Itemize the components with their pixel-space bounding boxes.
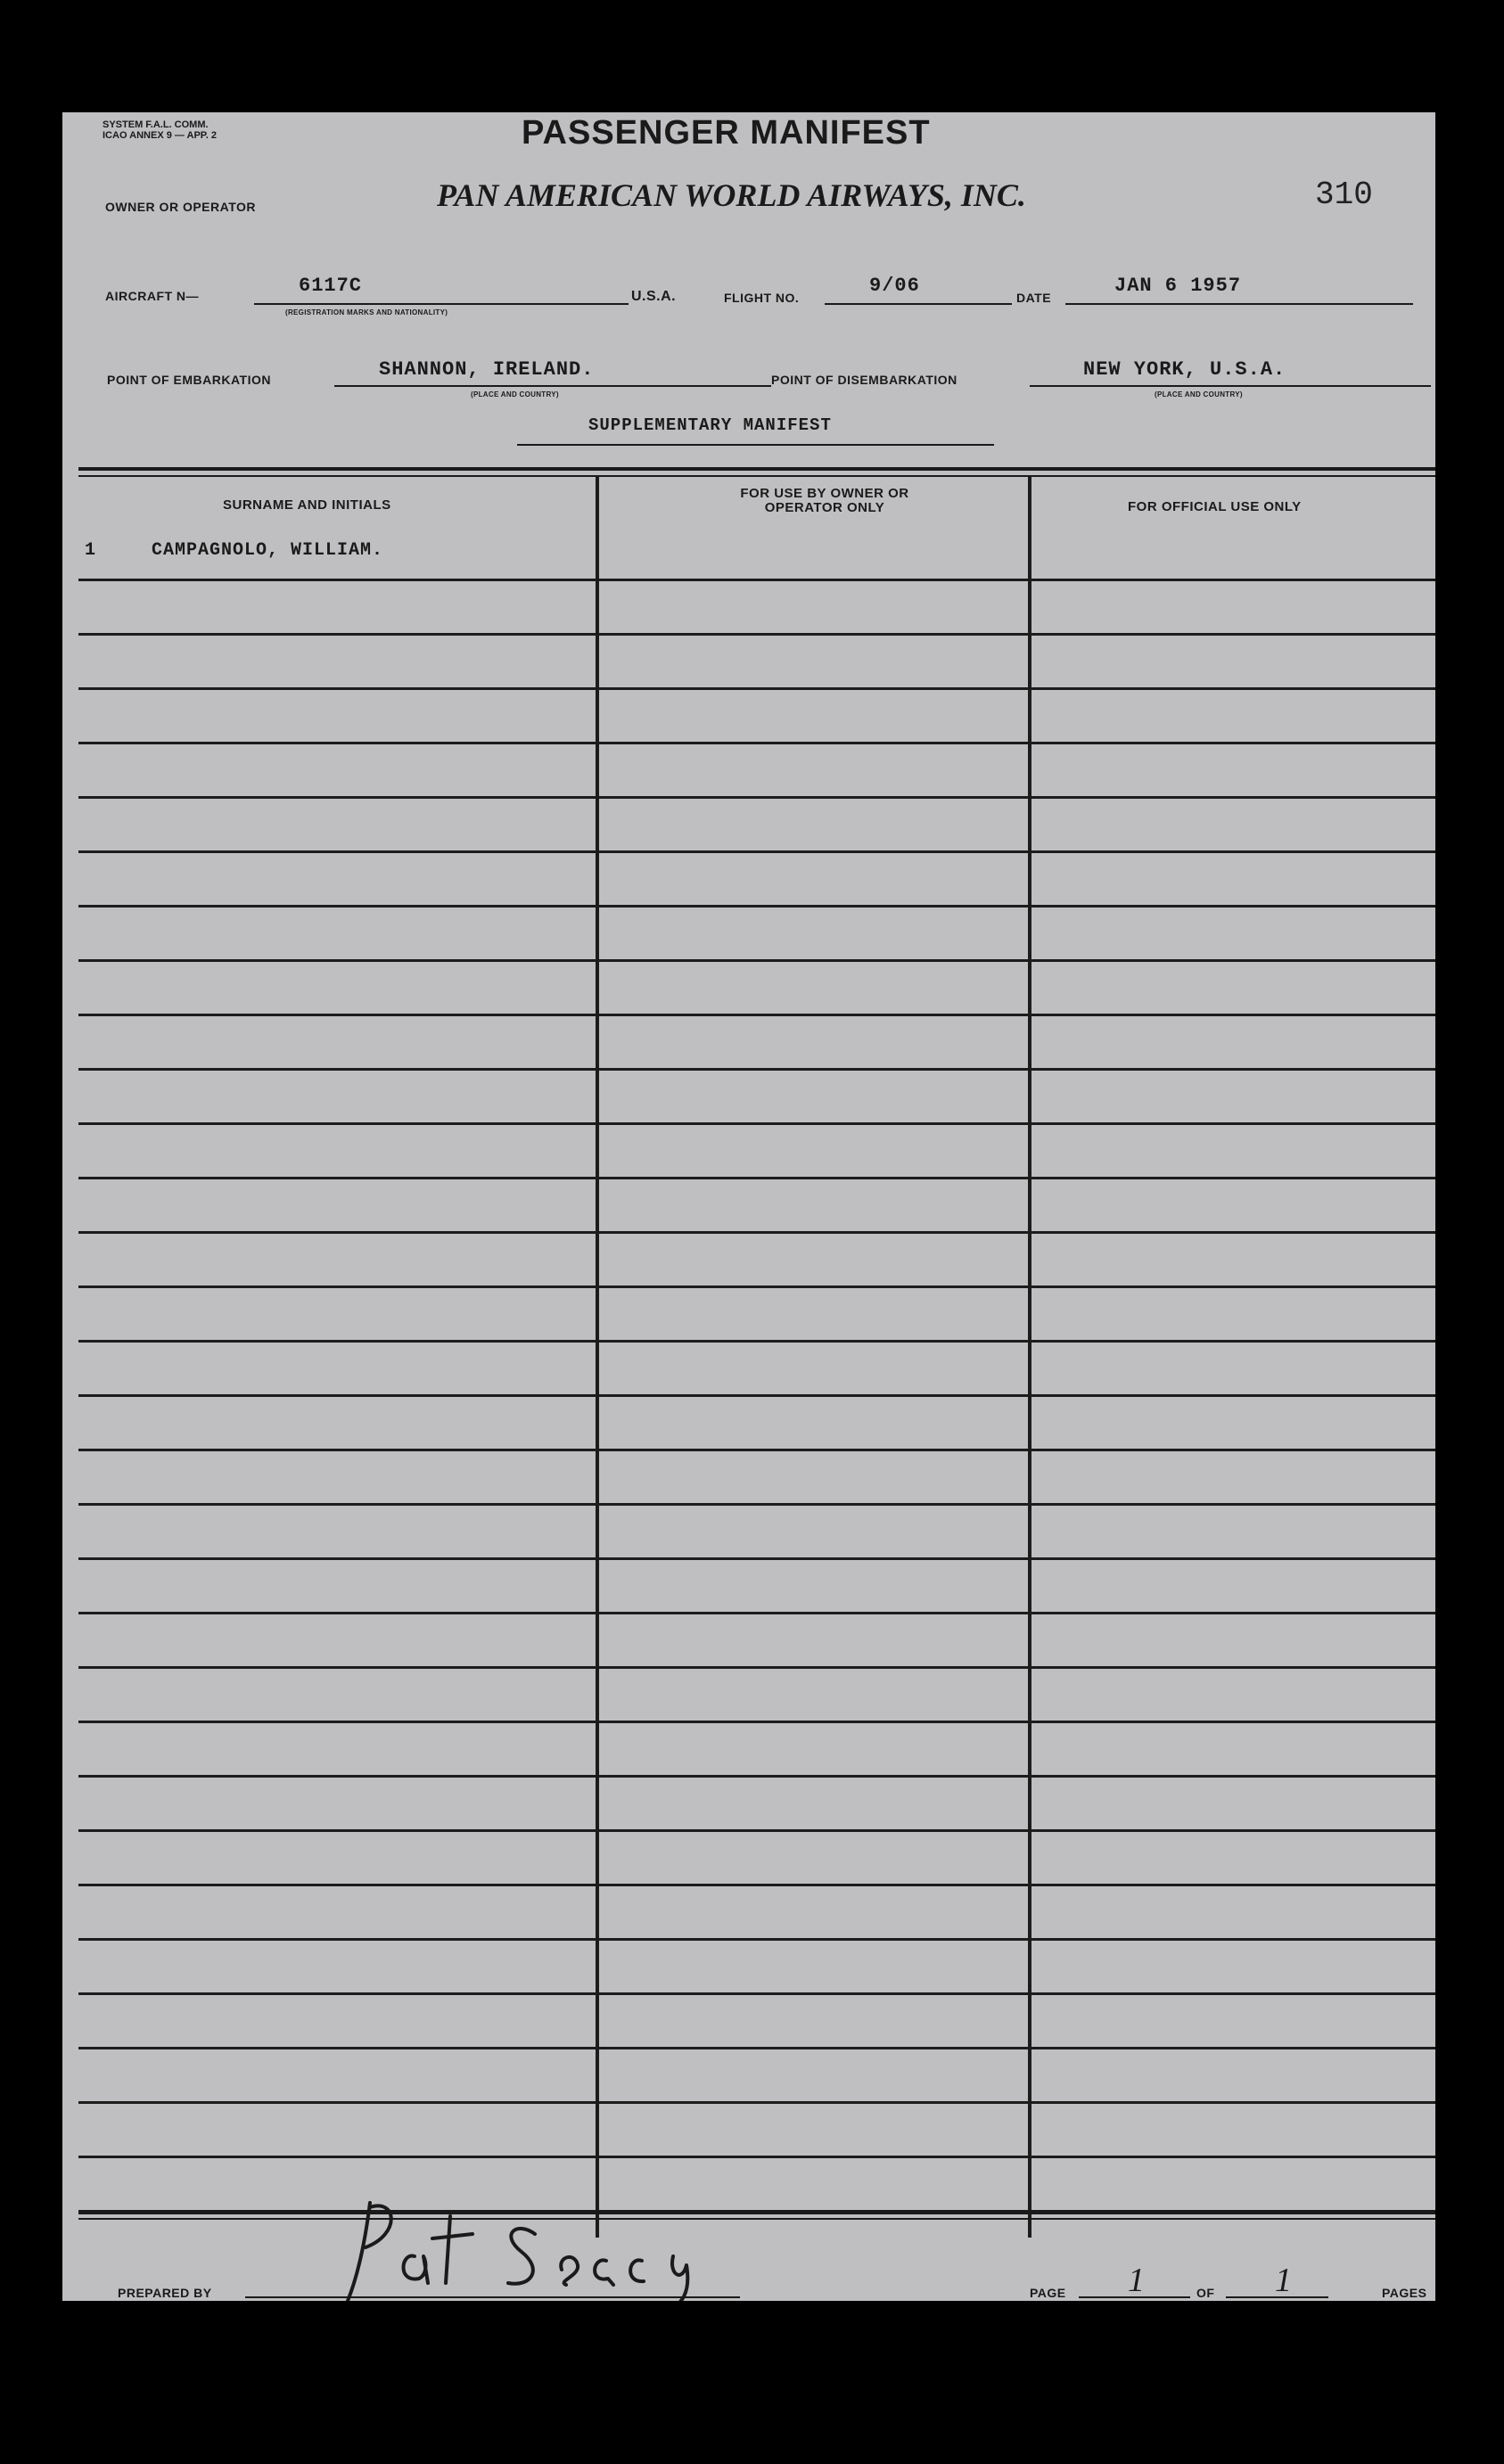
embarkation-label: POINT OF EMBARKATION <box>107 373 271 387</box>
row-rule <box>78 1938 1435 1941</box>
disembarkation-label: POINT OF DISEMBARKATION <box>771 373 957 387</box>
page-title: PASSENGER MANIFEST <box>522 114 931 152</box>
aircraft-label: AIRCRAFT N— <box>105 289 200 303</box>
row-rule <box>78 1992 1435 1995</box>
date-value: JAN 6 1957 <box>1114 275 1242 297</box>
row-rule <box>78 796 1435 799</box>
row-rule <box>78 2047 1435 2049</box>
aircraft-underline <box>254 303 629 305</box>
table-top-rule-2 <box>78 475 1435 477</box>
manifest-sheet <box>62 112 1435 2301</box>
row-rule <box>78 579 1435 581</box>
row-rule <box>78 1449 1435 1451</box>
system-ref <box>103 119 217 141</box>
disembarkation-sublabel: (PLACE AND COUNTRY) <box>1155 390 1243 398</box>
row-rule <box>78 1340 1435 1343</box>
embarkation-value: SHANNON, IRELAND. <box>379 358 595 381</box>
row-rule <box>78 850 1435 853</box>
page-number: 310 <box>1315 177 1373 213</box>
table-top-rule <box>78 467 1435 471</box>
flight-underline <box>825 303 1012 305</box>
row-rule <box>78 687 1435 690</box>
signature-mark <box>330 2185 704 2301</box>
row-rule <box>78 2156 1435 2158</box>
row-number: 1 <box>85 540 97 561</box>
pages-label: PAGES <box>1382 2286 1427 2300</box>
aircraft-sublabel: (REGISTRATION MARKS AND NATIONALITY) <box>285 308 448 316</box>
row-rule <box>78 1177 1435 1179</box>
date-underline <box>1065 303 1413 305</box>
row-rule <box>78 1775 1435 1778</box>
nationality: U.S.A. <box>631 289 677 304</box>
row-rule <box>78 1884 1435 1886</box>
row-rule <box>78 1612 1435 1614</box>
row-rule <box>78 1721 1435 1723</box>
row-rule <box>78 1503 1435 1506</box>
table-bottom-rule <box>78 2211 1435 2214</box>
row-rule <box>78 1285 1435 1288</box>
passenger-name: CAMPAGNOLO, WILLIAM. <box>152 540 384 561</box>
disembarkation-underline <box>1030 385 1431 387</box>
column-header-owner: FOR USE BY OWNER OR OPERATOR ONLY <box>740 486 909 515</box>
of-label: OF <box>1196 2286 1215 2300</box>
manifest-type-underline <box>517 444 994 446</box>
row-rule <box>78 742 1435 744</box>
flight-value: 9/06 <box>869 275 920 297</box>
disembarkation-value: NEW YORK, U.S.A. <box>1083 358 1286 381</box>
of-value: 1 <box>1275 2262 1292 2299</box>
page-label: PAGE <box>1030 2286 1066 2300</box>
table-bottom-rule-2 <box>78 2218 1435 2220</box>
flight-label: FLIGHT NO. <box>724 291 800 305</box>
page-value: 1 <box>1128 2262 1145 2299</box>
row-rule <box>78 1666 1435 1669</box>
embarkation-sublabel: (PLACE AND COUNTRY) <box>471 390 559 398</box>
row-rule <box>78 1122 1435 1125</box>
row-rule <box>78 633 1435 636</box>
aircraft-value: 6117C <box>299 275 363 297</box>
row-rule <box>78 1829 1435 1832</box>
embarkation-underline <box>334 385 771 387</box>
system-ref-line1: SYSTEM F.A.L. COMM. <box>103 119 209 130</box>
row-rule <box>78 2101 1435 2104</box>
manifest-type: SUPPLEMENTARY MANIFEST <box>588 415 832 435</box>
prepared-label: PREPARED BY <box>118 2286 212 2300</box>
row-rule <box>78 1014 1435 1016</box>
column-header-official: FOR OFFICIAL USE ONLY <box>1128 499 1302 514</box>
owner-label: OWNER OR OPERATOR <box>105 200 256 214</box>
row-rule <box>78 1394 1435 1397</box>
operator-name: PAN AMERICAN WORLD AIRWAYS, INC. <box>437 177 1026 213</box>
row-rule <box>78 1231 1435 1234</box>
date-label: DATE <box>1016 291 1052 305</box>
row-rule <box>78 1557 1435 1560</box>
system-ref-line2: ICAO ANNEX 9 — APP. 2 <box>103 130 217 141</box>
row-rule <box>78 1068 1435 1071</box>
row-rule <box>78 905 1435 908</box>
column-header-name: SURNAME AND INITIALS <box>223 497 391 513</box>
row-rule <box>78 959 1435 962</box>
